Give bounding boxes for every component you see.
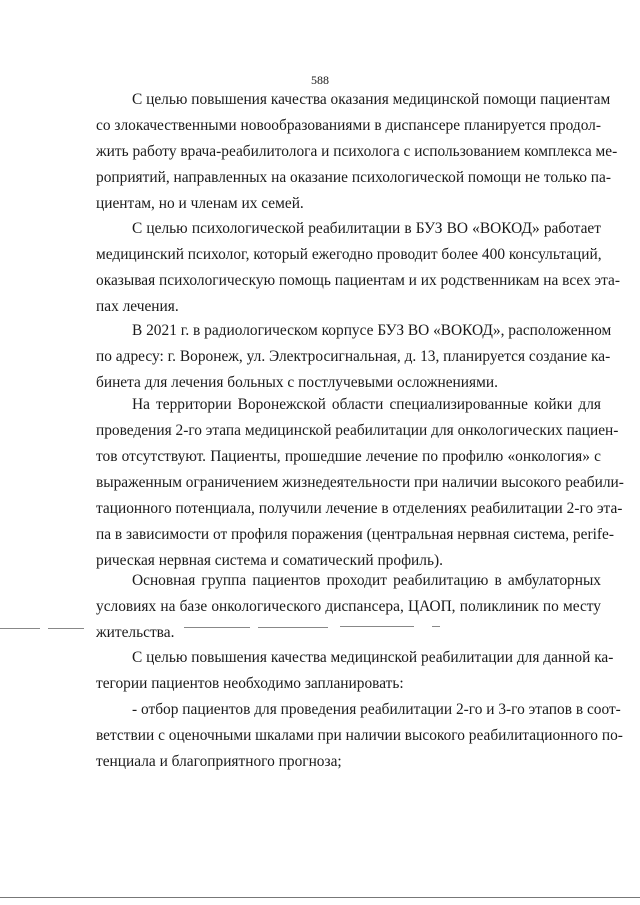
text-line: по адресу: г. Воронеж, ул. Электросигнальная, д. 13, планируется создание ка-	[96, 348, 611, 365]
text-line: условиях на базе онкологического диспансера, ЦАОП, поликлиник по месту	[96, 598, 601, 615]
scan-artifact-line	[0, 897, 640, 898]
text-line: роприятий, направленных на оказание психологической помощи не только па-	[96, 169, 611, 186]
paragraph-4	[96, 392, 624, 574]
text-line: На территории Воронежской области специализированные койки для	[132, 396, 601, 413]
text-line: жительства.	[96, 624, 175, 641]
page-number: 588	[311, 73, 329, 87]
scan-artifact-line	[0, 628, 40, 629]
paragraph-2	[96, 216, 620, 320]
paragraph-1	[96, 87, 618, 217]
text-line: тенциала и благоприятного прогноза;	[96, 753, 342, 770]
text-line: Основная группа пациентов проходит реабилитацию в амбулаторных	[132, 572, 601, 589]
scan-artifact-line	[340, 626, 414, 627]
text-line: ветствии с оценочными шкалами при наличии высокого реабилитационного по-	[96, 727, 623, 744]
text-line: медицинский психолог, который ежегодно проводит более 400 консультаций,	[96, 246, 602, 263]
scan-artifact-line	[432, 626, 440, 627]
text-line: оказывая психологическую помощь пациентам и их родственникам на всех эта-	[96, 272, 620, 289]
paragraph-5	[96, 568, 601, 646]
text-line: тов отсутствуют. Пациенты, прошедшие лечение по профилю «онкология» с	[96, 448, 601, 465]
text-line: пах лечения.	[96, 298, 179, 315]
text-line: тегории пациентов необходимо запланировать:	[96, 675, 404, 692]
paragraph-6	[96, 645, 614, 697]
text-line: проведения 2-го этапа медицинской реабилитации для онкологических пациен-	[96, 422, 619, 439]
text-line: тационного потенциала, получили лечение в отделениях реабилитации 2-го эта-	[96, 500, 623, 517]
text-line: выраженным ограничением жизнедеятельности при наличии высокого реабили-	[96, 474, 624, 491]
scan-artifact-line	[184, 627, 250, 628]
text-line: па в зависимости от профиля поражения (центральная нервная система, perife-	[96, 526, 614, 543]
text-line: циентам, но и членам их семей.	[96, 195, 304, 212]
paragraph-3	[96, 318, 612, 396]
text-line: жить работу врача-реабилитолога и психолога с использованием комплекса ме-	[96, 143, 618, 160]
text-line: С целью повышения качества оказания медицинской помощи пациентам	[132, 91, 611, 108]
text-line: С целью психологической реабилитации в БУЗ ВО «ВОКОД» работает	[132, 220, 601, 237]
scan-artifact-line	[48, 628, 84, 629]
text-line: - отбор пациентов для проведения реабилитации 2-го и 3-го этапов в соот-	[132, 701, 621, 718]
text-line: В 2021 г. в радиологическом корпусе БУЗ ВО «ВОКОД», расположенном	[132, 322, 612, 339]
paragraph-7	[96, 697, 623, 775]
text-line: бинета для лечения больных с постлучевыми осложнениями.	[96, 374, 498, 391]
text-line: со злокачественными новообразованиями в диспансере планируется продол-	[96, 117, 601, 134]
scan-artifact-line	[258, 627, 328, 628]
text-line: С целью повышения качества медицинской реабилитации для данной ка-	[132, 649, 614, 666]
text-line: рическая нервная система и соматический профиль).	[96, 552, 443, 569]
